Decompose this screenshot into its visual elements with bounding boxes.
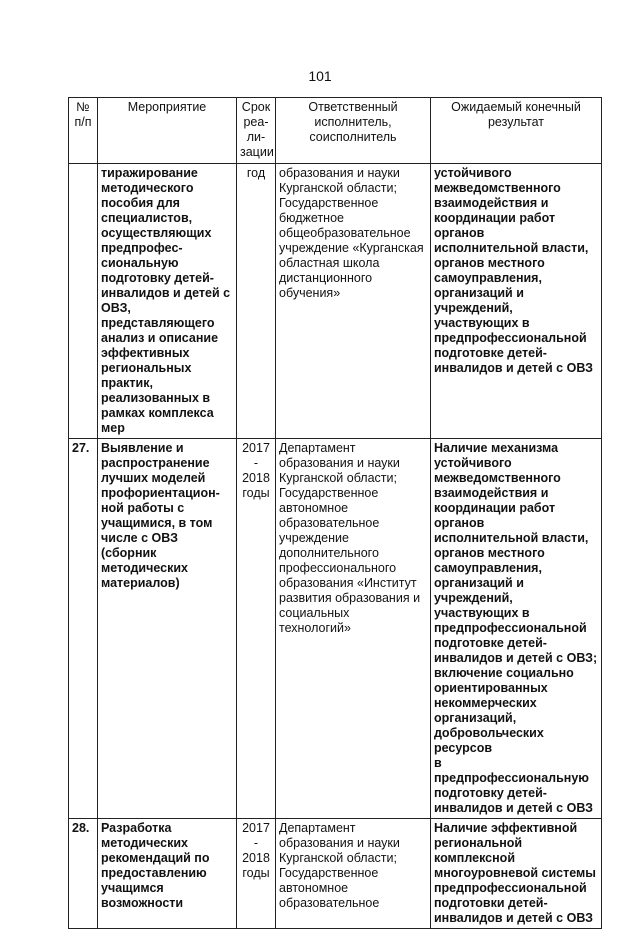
cell-event: Выявление и распространение лучших моделей профориентацион- ной работы с учащимися, в том числе с ОВЗ (сборник методических материалов) (98, 439, 237, 819)
cell-event: Разработка методических рекомендаций по предоставлению учащимся возможности (98, 819, 237, 929)
cell-responsible: образования и науки Курганской области; Государственное бюджетное общеобразовательное учреждение «Курганская областная школа дистанционного обучения» (276, 164, 431, 439)
table-row (69, 439, 602, 819)
table-header-row (69, 98, 602, 164)
cell-term: 2017 - 2018 годы (237, 819, 276, 929)
cell-term: 2017 - 2018 годы (237, 439, 276, 819)
cell-term: год (237, 164, 276, 439)
cell-responsible: Департамент образования и науки Курганской области; Государственное автономное образовательное учреждение дополнительного профессионального образования «Институт развития образования и социальных технологий» (276, 439, 431, 819)
cell-responsible: Департамент образования и науки Курганской области; Государственное автономное образовательное (276, 819, 431, 929)
measures-table (68, 97, 602, 929)
header-result: Ожидаемый конечный результат (431, 98, 602, 164)
header-num: № п/п (69, 98, 98, 164)
cell-event: тиражирование методического пособия для специалистов, осуществляющих предпрофес- сиональную подготовку детей- инвалидов и детей с ОВЗ, представляющего анализ и описание эффективных региональных практик, реализованных в рамках комплекса мер (98, 164, 237, 439)
cell-result: Наличие механизма устойчивого межведомственного взаимодействия и координации работ органов исполнительной власти, органов местного самоуправления, организаций и учреждений, участвующих в предпрофессиональной подготовке детей- инвалидов и детей с ОВЗ; включение социально ориентированных некоммерческих организаций, добровольческих ресурсов в предпрофессиональную подготовку детей- инвалидов и детей с ОВЗ (431, 439, 602, 819)
cell-num: 27. (69, 439, 98, 819)
cell-result: устойчивого межведомственного взаимодействия и координации работ органов исполнительной власти, органов местного самоуправления, организаций и учреждений, участвующих в предпрофессиональной подготовке детей- инвалидов и детей с ОВЗ (431, 164, 602, 439)
header-responsible: Ответственный исполнитель, соисполнитель (276, 98, 431, 164)
cell-result: Наличие эффективной региональной комплексной многоуровневой системы предпрофессиональной подготовки детей- инвалидов и детей с ОВЗ (431, 819, 602, 929)
cell-num: 28. (69, 819, 98, 929)
cell-num (69, 164, 98, 439)
table-row (69, 819, 602, 929)
page-number: 101 (308, 68, 332, 84)
table-row (69, 164, 602, 439)
header-term: Срок реа- ли- зации (237, 98, 276, 164)
header-event: Мероприятие (98, 98, 237, 164)
